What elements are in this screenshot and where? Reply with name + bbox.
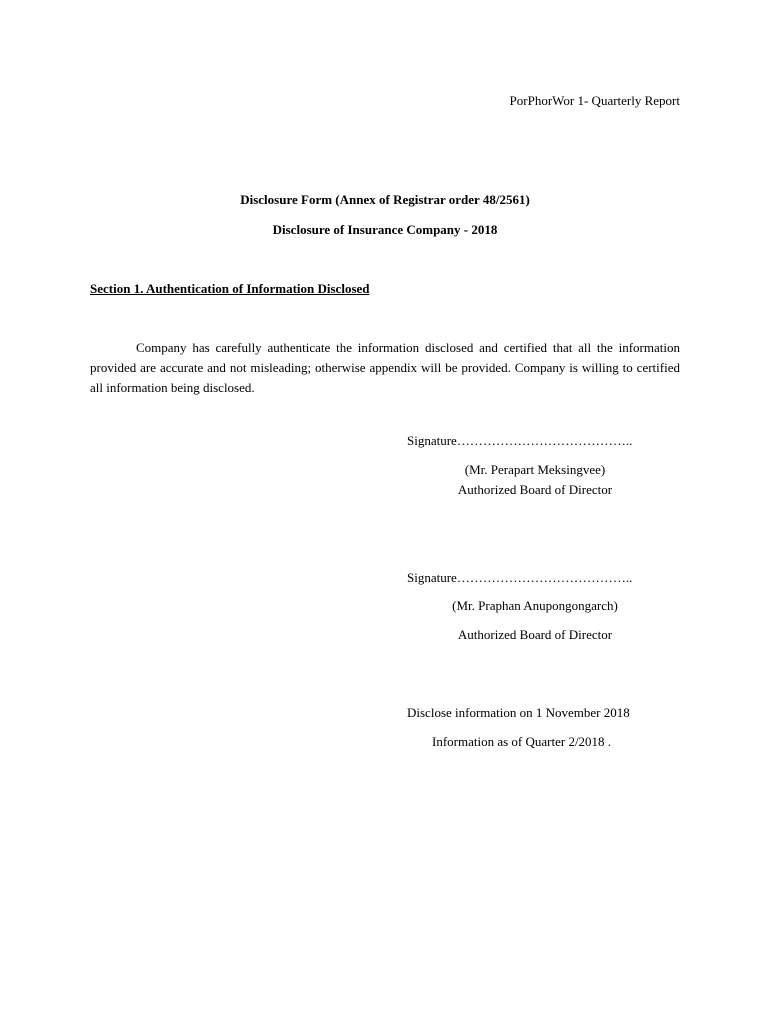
report-tag: PorPhorWor 1- Quarterly Report bbox=[509, 93, 680, 108]
signature-line: Signature………………………………….. bbox=[407, 570, 633, 585]
signature-line: Signature………………………………….. bbox=[407, 433, 633, 448]
signatory-name: (Mr. Perapart Meksingvee) bbox=[464, 462, 606, 477]
signatory-role: Authorized Board of Director bbox=[457, 627, 613, 642]
disclose-date: Disclose information on 1 November 2018 bbox=[407, 705, 630, 720]
form-title: Disclosure Form (Annex of Registrar order 48/2561) bbox=[240, 192, 530, 207]
section-1-heading: Section 1. Authentication of Information Disclosed bbox=[90, 281, 370, 296]
company-title: Disclosure of Insurance Company - 2018 bbox=[272, 222, 498, 237]
info-as-of-quarter: Information as of Quarter 2/2018 . bbox=[432, 734, 612, 749]
signatory-role: Authorized Board of Director bbox=[457, 482, 613, 497]
authentication-paragraph: Company has carefully authenticate the information disclosed and certified that all the information provided are accurate and not misleading; otherwise appendix will be provided. Company is willing to certified all information being disclosed. bbox=[90, 340, 680, 395]
signatory-name: (Mr. Praphan Anupongongarch) bbox=[452, 598, 618, 613]
